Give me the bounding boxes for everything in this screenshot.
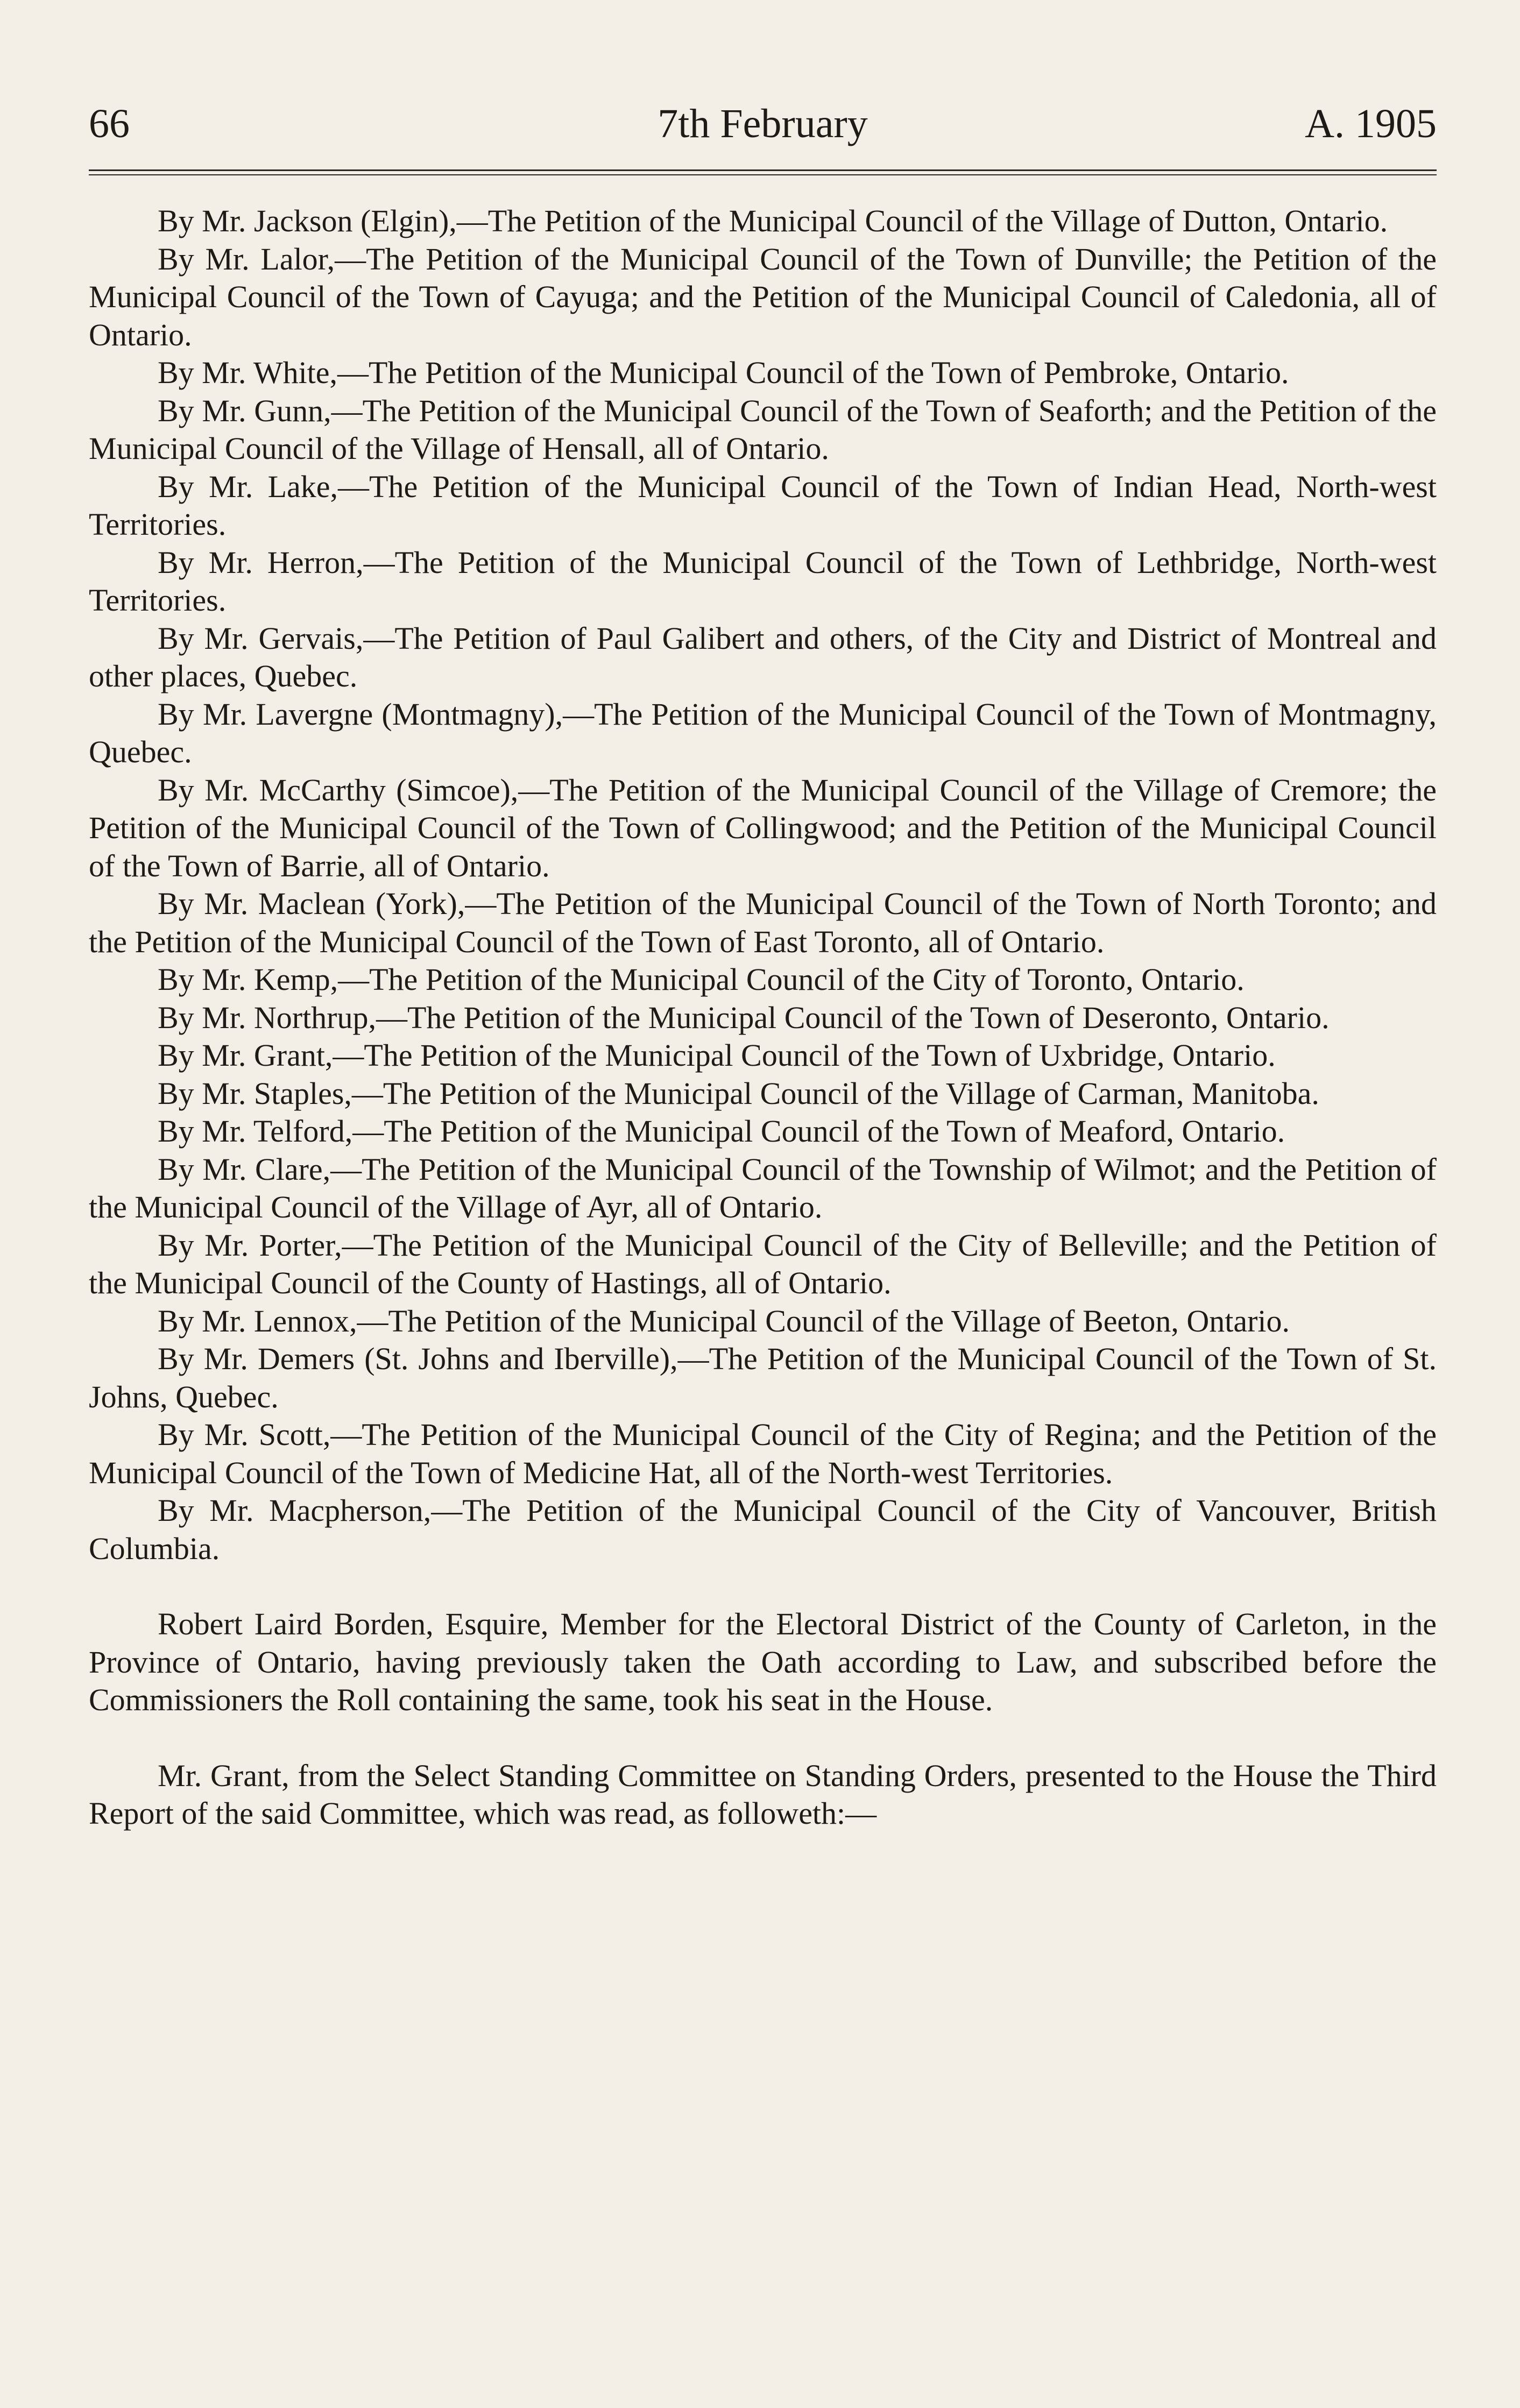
paragraph-mccarthy: By Mr. McCarthy (Simcoe),—The Petition of the Municipal Council of the Village of Cremore; the Petition of the Municipal Council of the Town of Collingwood; and the Petition of the Municipal Council of the Town of Barrie, all of Ontario. <box>89 772 1437 883</box>
page-body <box>89 202 1437 1833</box>
paragraph-clare: By Mr. Clare,—The Petition of the Municipal Council of the Township of Wilmot; and the Petition of the Municipal Council of the Village of Ayr, all of Ontario. <box>89 1151 1437 1224</box>
paragraph-macpherson: By Mr. Macpherson,—The Petition of the Municipal Council of the City of Vancouver, British Columbia. <box>89 1493 1437 1566</box>
paragraph-porter: By Mr. Porter,—The Petition of the Municipal Council of the City of Belleville; and the Petition of the Municipal Council of the County of Hastings, all of Ontario. <box>89 1227 1437 1300</box>
paragraph-demers: By Mr. Demers (St. Johns and Iberville),—The Petition of the Municipal Council of the Town of St. Johns, Quebec. <box>89 1341 1437 1414</box>
paragraph-gunn: By Mr. Gunn,—The Petition of the Municipal Council of the Town of Seaforth; and the Petition of the Municipal Council of the Village of Hensall, all of Ontario. <box>89 393 1437 466</box>
paragraph-northrup: By Mr. Northrup,—The Petition of the Municipal Council of the Town of Deseronto, Ontario. <box>158 1000 1330 1035</box>
paragraph-telford: By Mr. Telford,—The Petition of the Municipal Council of the Town of Meaford, Ontario. <box>158 1114 1285 1149</box>
paragraph-scott: By Mr. Scott,—The Petition of the Municipal Council of the City of Regina; and the Petition of the Municipal Council of the Town of Medicine Hat, all of the North-west Territories. <box>89 1417 1437 1490</box>
page-year: A. 1905 <box>1305 101 1437 146</box>
header-rule <box>89 169 1437 175</box>
paragraph-committee-report: Mr. Grant, from the Select Standing Committee on Standing Orders, presented to the House the Third Report of the said Committee, which was read, as followeth:— <box>89 1758 1437 1831</box>
paragraph-lake: By Mr. Lake,—The Petition of the Municipal Council of the Town of Indian Head, North-west Territories. <box>89 469 1437 542</box>
paragraph-herron: By Mr. Herron,—The Petition of the Municipal Council of the Town of Lethbridge, North-west Territories. <box>89 544 1437 618</box>
page-date: 7th February <box>658 101 868 146</box>
paragraph-lalor: By Mr. Lalor,—The Petition of the Municipal Council of the Town of Dunville; the Petition of the Municipal Council of the Town of Cayuga; and the Petition of the Municipal Council of Caledonia, all of Ontario. <box>89 241 1437 352</box>
paragraph-maclean: By Mr. Maclean (York),—The Petition of the Municipal Council of the Town of North Toronto; and the Petition of the Municipal Council of the Town of East Toronto, all of Ontario. <box>89 886 1437 959</box>
page-header <box>89 94 1437 153</box>
paragraph-jackson: By Mr. Jackson (Elgin),—The Petition of the Municipal Council of the Village of Dutton, Ontario. <box>158 203 1388 238</box>
paragraph-lavergne: By Mr. Lavergne (Montmagny),—The Petition of the Municipal Council of the Town of Montmagny, Quebec. <box>89 696 1437 769</box>
paragraph-white: By Mr. White,—The Petition of the Municipal Council of the Town of Pembroke, Ontario. <box>158 355 1289 390</box>
paragraph-gervais: By Mr. Gervais,—The Petition of Paul Galibert and others, of the City and District of Montreal and other places, Quebec. <box>89 620 1437 693</box>
paragraph-kemp: By Mr. Kemp,—The Petition of the Municipal Council of the City of Toronto, Ontario. <box>158 962 1245 997</box>
paragraph-staples: By Mr. Staples,—The Petition of the Municipal Council of the Village of Carman, Manitoba. <box>158 1075 1319 1111</box>
page-number: 66 <box>89 101 130 146</box>
paragraph-borden-oath: Robert Laird Borden, Esquire, Member for the Electoral District of the County of Carleton, in the Province of Ontario, having previously taken the Oath according to Law, and subscribed before the Commissioners the Roll containing the same, took his seat in the House. <box>89 1606 1437 1717</box>
journal-page <box>89 94 1437 1833</box>
paragraph-lennox: By Mr. Lennox,—The Petition of the Municipal Council of the Village of Beeton, Ontario. <box>158 1303 1290 1338</box>
paragraph-grant: By Mr. Grant,—The Petition of the Municipal Council of the Town of Uxbridge, Ontario. <box>158 1038 1276 1073</box>
